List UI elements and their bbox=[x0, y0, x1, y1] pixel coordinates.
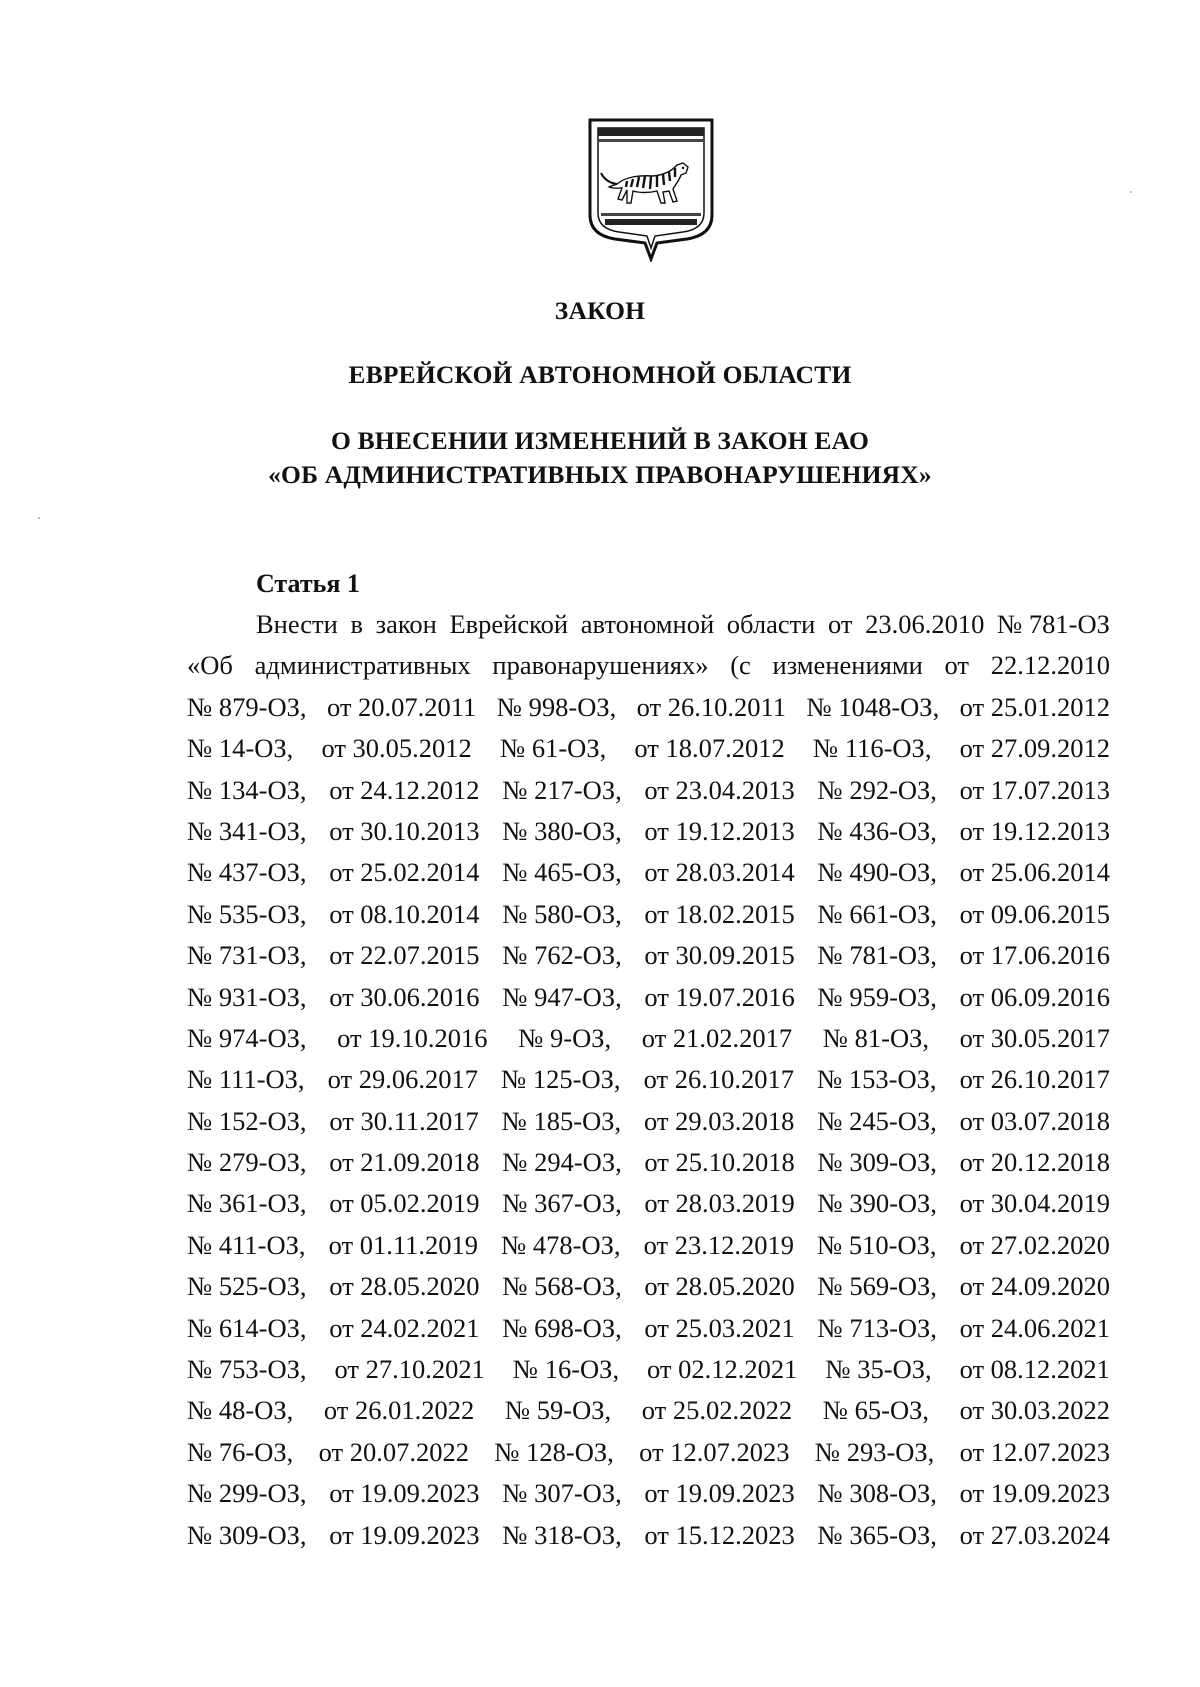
body-word: № 134-ОЗ, bbox=[187, 774, 307, 805]
body-word: от 24.12.2012 bbox=[329, 774, 480, 805]
body-word: от 06.09.2016 bbox=[959, 981, 1110, 1012]
body-word: № 292-ОЗ, bbox=[817, 774, 937, 805]
body-word: от bbox=[944, 650, 969, 681]
body-word: от 27.02.2020 bbox=[959, 1229, 1110, 1260]
body-word: от 21.02.2017 bbox=[641, 1022, 793, 1053]
body-word: № 365-ОЗ, bbox=[817, 1519, 937, 1550]
body-word: от 19.09.2023 bbox=[329, 1478, 480, 1509]
body-word: административных bbox=[254, 650, 471, 681]
body-word: от 27.10.2021 bbox=[334, 1354, 485, 1385]
body-word: от 03.07.2018 bbox=[959, 1105, 1110, 1136]
body-word: от 20.12.2018 bbox=[959, 1147, 1110, 1178]
body-word: № 713-ОЗ, bbox=[817, 1312, 937, 1343]
body-word: «Об bbox=[187, 650, 233, 681]
body-word: от 24.02.2021 bbox=[329, 1312, 480, 1343]
body-word: № 614-ОЗ, bbox=[187, 1312, 307, 1343]
body-word: от 25.03.2021 bbox=[644, 1312, 795, 1343]
body-word: от 27.03.2024 bbox=[959, 1519, 1110, 1550]
body-line bbox=[187, 687, 1110, 728]
body-line bbox=[187, 1101, 1110, 1142]
body-word: от 23.12.2019 bbox=[643, 1229, 794, 1260]
body-word: от 23.04.2013 bbox=[644, 774, 795, 805]
body-word: № 510-ОЗ, bbox=[817, 1229, 937, 1260]
body-word: от 30.06.2016 bbox=[329, 981, 480, 1012]
body-word: № 931-ОЗ, bbox=[187, 981, 307, 1012]
body-word: № 762-ОЗ, bbox=[502, 940, 622, 971]
body-word: № 535-ОЗ, bbox=[187, 898, 307, 929]
body-word: от 26.10.2017 bbox=[643, 1064, 794, 1095]
body-word: области bbox=[726, 609, 816, 639]
body-line bbox=[187, 728, 1110, 769]
body-word: от 30.10.2013 bbox=[329, 815, 480, 846]
article-heading: Статья 1 bbox=[256, 569, 360, 598]
body-word: от 25.02.2022 bbox=[641, 1395, 793, 1426]
body-word: от 12.07.2023 bbox=[639, 1436, 790, 1467]
body-word: № 437-ОЗ, bbox=[187, 857, 307, 888]
body-word: № 661-ОЗ, bbox=[817, 898, 937, 929]
body-word: от 05.02.2019 bbox=[329, 1188, 480, 1219]
body-word: № 279-ОЗ, bbox=[187, 1147, 307, 1178]
body-line bbox=[187, 1142, 1110, 1183]
body-line bbox=[187, 770, 1110, 811]
body-word: от 19.09.2023 bbox=[644, 1478, 795, 1509]
body-word: № 59-ОЗ, bbox=[504, 1395, 612, 1426]
body-word: от 25.10.2018 bbox=[644, 1147, 795, 1178]
body-word: № 16-ОЗ, bbox=[512, 1354, 620, 1385]
body-word: № 478-ОЗ, bbox=[501, 1229, 621, 1260]
body-word: № 153-ОЗ, bbox=[817, 1064, 937, 1095]
body-word: автономной bbox=[580, 609, 715, 639]
body-word: № 81-ОЗ, bbox=[822, 1022, 929, 1053]
body-word: от 19.10.2016 bbox=[337, 1022, 488, 1053]
body-word: № 490-ОЗ, bbox=[817, 857, 937, 888]
body-word: от 30.05.2017 bbox=[959, 1022, 1110, 1053]
body-word: № 436-ОЗ, bbox=[817, 815, 937, 846]
body-word: от 19.12.2013 bbox=[644, 815, 795, 846]
body-word: от 17.07.2013 bbox=[959, 774, 1110, 805]
body-word: № 998-ОЗ, bbox=[496, 691, 617, 722]
body-word: № 111-ОЗ, bbox=[187, 1064, 305, 1095]
document-region: ЕВРЕЙСКОЙ АВТОНОМНОЙ ОБЛАСТИ bbox=[348, 360, 852, 389]
body-word: от 24.06.2021 bbox=[959, 1312, 1110, 1343]
body-word: № 309-ОЗ, bbox=[817, 1147, 937, 1178]
body-word: от 29.06.2017 bbox=[327, 1064, 478, 1095]
body-word: № 465-ОЗ, bbox=[502, 857, 622, 888]
body-line bbox=[187, 1266, 1110, 1307]
body-line bbox=[187, 1349, 1110, 1390]
body-word: закон bbox=[375, 609, 437, 639]
body-word: № 753-ОЗ, bbox=[187, 1354, 307, 1385]
body-word: от 22.07.2015 bbox=[329, 940, 480, 971]
body-word: № 731-ОЗ, bbox=[187, 940, 307, 971]
body-word: 22.12.2010 bbox=[990, 650, 1110, 681]
body-word: от 18.02.2015 bbox=[644, 898, 795, 929]
body-word: от 20.07.2022 bbox=[318, 1436, 469, 1467]
body-word: от 26.10.2017 bbox=[959, 1064, 1110, 1095]
body-line bbox=[187, 1390, 1110, 1431]
body-word: № 116-ОЗ, bbox=[812, 733, 932, 764]
document-title: ЗАКОН bbox=[554, 296, 646, 325]
body-word: № 341-ОЗ, bbox=[187, 815, 307, 846]
body-word: от 30.05.2012 bbox=[321, 733, 472, 764]
body-word: № 125-ОЗ, bbox=[501, 1064, 621, 1095]
body-word: № 299-ОЗ, bbox=[187, 1478, 307, 1509]
body-word: от 30.11.2017 bbox=[329, 1105, 479, 1136]
body-word: от 21.09.2018 bbox=[329, 1147, 480, 1178]
body-line bbox=[187, 1225, 1110, 1266]
body-line bbox=[187, 894, 1110, 935]
body-word: от 29.03.2018 bbox=[644, 1105, 795, 1136]
body-word: № 367-ОЗ, bbox=[502, 1188, 622, 1219]
body-word: № 959-ОЗ, bbox=[817, 981, 937, 1012]
body-word: № 185-ОЗ, bbox=[501, 1105, 622, 1136]
body-word: от 28.03.2019 bbox=[644, 1188, 795, 1219]
body-word: № 152-ОЗ, bbox=[187, 1105, 307, 1136]
body-word: от 30.09.2015 bbox=[644, 940, 795, 971]
body-word: от 30.04.2019 bbox=[959, 1188, 1110, 1219]
body-word: № 217-ОЗ, bbox=[502, 774, 622, 805]
body-line bbox=[187, 977, 1110, 1018]
body-word: от 28.03.2014 bbox=[644, 857, 795, 888]
body-word: № 294-ОЗ, bbox=[502, 1147, 622, 1178]
body-word: от 08.10.2014 bbox=[329, 898, 480, 929]
body-line bbox=[187, 645, 1110, 686]
body-word: № 525-ОЗ, bbox=[187, 1271, 307, 1302]
body-word: от 26.01.2022 bbox=[323, 1395, 475, 1426]
body-word: № 61-ОЗ, bbox=[499, 733, 607, 764]
body-word: № 309-ОЗ, bbox=[187, 1519, 307, 1550]
body-line bbox=[187, 1515, 1110, 1556]
body-line bbox=[187, 1473, 1110, 1514]
body-word: от 12.07.2023 bbox=[959, 1436, 1110, 1467]
body-line bbox=[187, 1059, 1110, 1100]
tiger-coat-of-arms-icon bbox=[587, 117, 715, 262]
body-word: № 128-ОЗ, bbox=[494, 1436, 614, 1467]
body-word: № 35-ОЗ, bbox=[825, 1354, 932, 1385]
body-word: от 28.05.2020 bbox=[644, 1271, 795, 1302]
body-line bbox=[187, 1018, 1110, 1059]
body-word: № 307-ОЗ, bbox=[502, 1478, 622, 1509]
body-word: от 30.03.2022 bbox=[959, 1395, 1110, 1426]
body-word: № 65-ОЗ, bbox=[822, 1395, 929, 1426]
body-word: в bbox=[350, 609, 363, 639]
body-line bbox=[187, 811, 1110, 852]
body-line bbox=[187, 935, 1110, 976]
body-word: от 18.07.2012 bbox=[634, 733, 785, 764]
body-word: от 20.07.2011 bbox=[326, 691, 477, 722]
body-word: № 9-ОЗ, bbox=[518, 1022, 612, 1053]
body-word: от 25.02.2014 bbox=[329, 857, 480, 888]
body-word: от 26.10.2011 bbox=[636, 691, 787, 722]
body-word: № 580-ОЗ, bbox=[502, 898, 622, 929]
scan-speck bbox=[1130, 191, 1132, 193]
body-word: № 361-ОЗ, bbox=[187, 1188, 307, 1219]
body-word: от 19.09.2023 bbox=[329, 1519, 480, 1550]
body-word: № 879-ОЗ, bbox=[187, 691, 307, 722]
body-word: от 24.09.2020 bbox=[959, 1271, 1110, 1302]
body-word: № 14-ОЗ, bbox=[187, 733, 294, 764]
body-word: № 569-ОЗ, bbox=[817, 1271, 937, 1302]
body-word: № 48-ОЗ, bbox=[187, 1395, 294, 1426]
body-word: № 76-ОЗ, bbox=[187, 1436, 294, 1467]
body-word: Внести bbox=[256, 609, 338, 639]
body-word: № 947-ОЗ, bbox=[502, 981, 622, 1012]
body-word: № 245-ОЗ, bbox=[817, 1105, 937, 1136]
body-word: от 25.06.2014 bbox=[959, 857, 1110, 888]
body-word: № 308-ОЗ, bbox=[817, 1478, 937, 1509]
body-line bbox=[187, 1432, 1110, 1473]
subject-line-1: О ВНЕСЕНИИ ИЗМЕНЕНИЙ В ЗАКОН ЕАО bbox=[330, 426, 869, 455]
body-word: № 974-ОЗ, bbox=[187, 1022, 307, 1053]
body-word: от 19.12.2013 bbox=[959, 815, 1110, 846]
body-word: 23.06.2010 bbox=[865, 609, 985, 639]
body-word: № 318-ОЗ, bbox=[502, 1519, 622, 1550]
document-subject bbox=[0, 424, 1200, 492]
body-word: изменениями bbox=[772, 650, 923, 681]
body-word: от 08.12.2021 bbox=[959, 1354, 1110, 1385]
body-word: от 17.06.2016 bbox=[959, 940, 1110, 971]
body-word: от 27.09.2012 bbox=[959, 733, 1110, 764]
body-word: Еврейской bbox=[449, 609, 569, 639]
body-word: от 28.05.2020 bbox=[329, 1271, 480, 1302]
body-word: от 01.11.2019 bbox=[328, 1229, 478, 1260]
body-word: правонарушениях» bbox=[492, 650, 709, 681]
body-word: № 781-ОЗ bbox=[997, 609, 1110, 639]
body-word: от 02.12.2021 bbox=[647, 1354, 798, 1385]
body-line bbox=[187, 1308, 1110, 1349]
body-word: от 19.07.2016 bbox=[644, 981, 795, 1012]
subject-line-2: «ОБ АДМИНИСТРАТИВНЫХ ПРАВОНАРУШЕНИЯХ» bbox=[268, 460, 932, 489]
body-word: от 09.06.2015 bbox=[959, 898, 1110, 929]
body-line bbox=[187, 852, 1110, 893]
body-line bbox=[187, 1183, 1110, 1224]
body-word: от bbox=[828, 609, 853, 639]
body-word: № 568-ОЗ, bbox=[502, 1271, 622, 1302]
scan-speck bbox=[38, 517, 40, 519]
body-word: (с bbox=[730, 650, 751, 681]
body-word: № 390-ОЗ, bbox=[817, 1188, 937, 1219]
body-word: № 293-ОЗ, bbox=[814, 1436, 935, 1467]
body-word: № 698-ОЗ, bbox=[502, 1312, 622, 1343]
body-word: № 380-ОЗ, bbox=[502, 815, 622, 846]
body-word: № 1048-ОЗ, bbox=[806, 691, 940, 722]
body-word: № 781-ОЗ, bbox=[817, 940, 937, 971]
body-word: от 19.09.2023 bbox=[959, 1478, 1110, 1509]
article-body bbox=[187, 604, 1110, 1556]
body-line bbox=[187, 604, 1110, 645]
body-word: № 411-ОЗ, bbox=[187, 1229, 306, 1260]
body-word: от 25.01.2012 bbox=[959, 691, 1110, 722]
body-word: от 15.12.2023 bbox=[644, 1519, 795, 1550]
